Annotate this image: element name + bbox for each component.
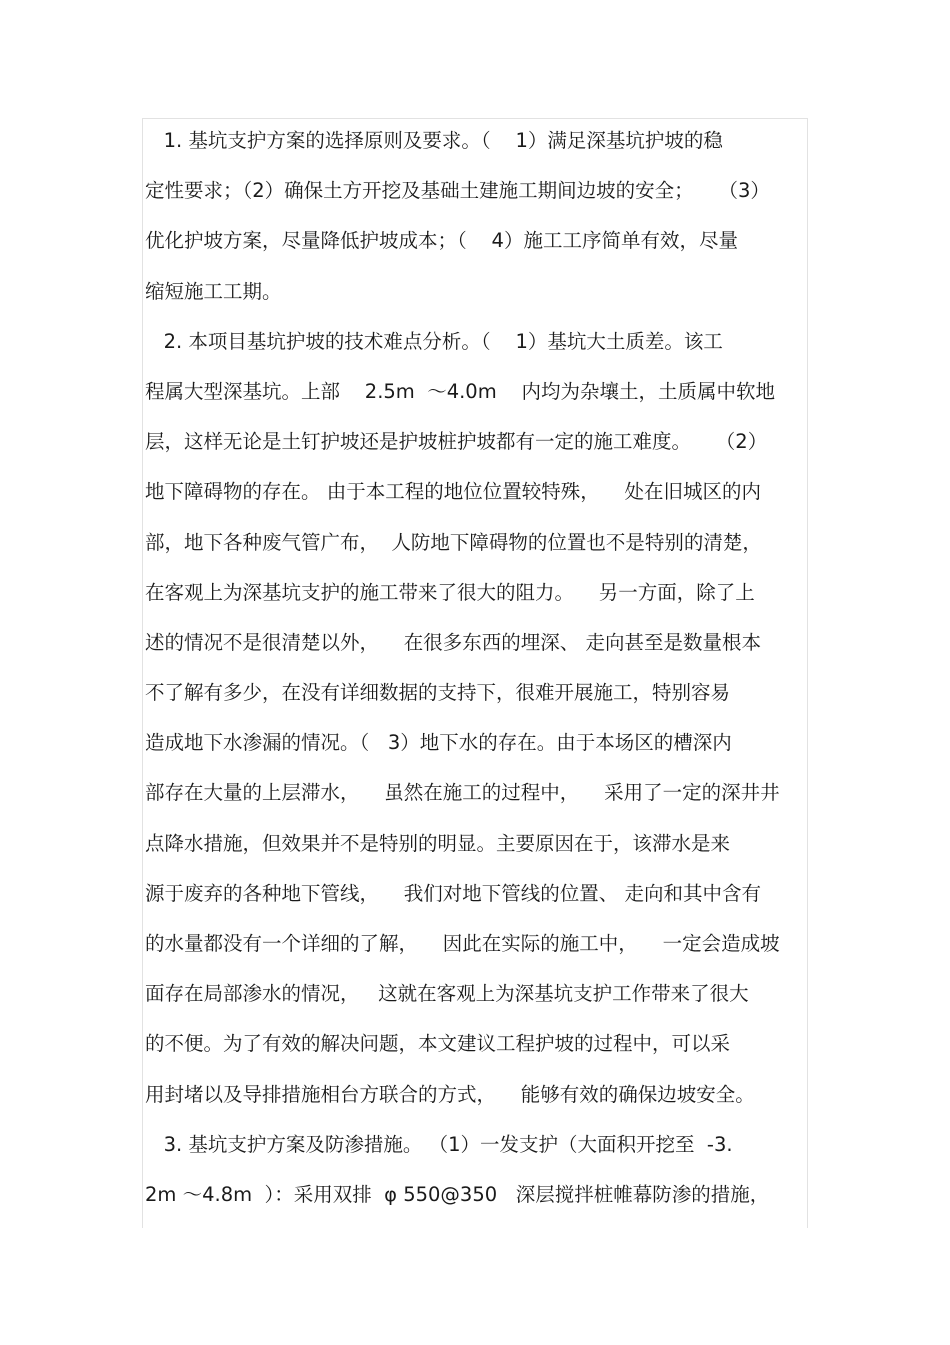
text-line: 不了解有多少，在没有详细数据的支持下，很难开展施工，特别容易 — [145, 681, 731, 705]
document-body — [145, 116, 845, 1220]
text-line: 述的情况不是很清楚以外， 在很多东西的埋深、 走向甚至是数量根本 — [145, 630, 761, 654]
text-line: 部存在大量的上层滞水， 虽然在施工的过程中， 采用了一定的深井井 — [145, 781, 780, 805]
text-line: 部，地下各种废气管广布， 人防地下障碍物的位置也不是特别的清楚， — [145, 530, 762, 554]
text-line: 2. 本项目基坑护坡的技术难点分析。（ 1）基坑大土质差。该工 — [145, 329, 723, 353]
text-line: 缩短施工工期。 — [145, 279, 282, 303]
text-line: 定性要求；（2）确保土方开挖及基础土建施工期间边坡的安全； （3） — [145, 179, 770, 203]
text-line: 2m ～4.8m ）：采用双排 φ 550@350 深层搅拌桩帷幕防渗的措施， — [145, 1182, 770, 1206]
text-line: 程属大型深基坑。上部 2.5m ～4.0m 内均为杂壤土，土质属中软地 — [145, 379, 775, 403]
text-line: 地下障碍物的存在。 由于本工程的地位位置较特殊， 处在旧城区的内 — [145, 480, 761, 504]
text-line: 面存在局部渗水的情况， 这就在客观上为深基坑支护工作带来了很大 — [145, 982, 749, 1006]
text-line: 源于废弃的各种地下管线， 我们对地下管线的位置、 走向和其中含有 — [145, 881, 761, 905]
text-line: 造成地下水渗漏的情况。（ 3）地下水的存在。由于本场区的槽深内 — [145, 731, 732, 755]
text-line: 在客观上为深基坑支护的施工带来了很大的阻力。 另一方面，除了上 — [145, 580, 755, 604]
text-line: 3. 基坑支护方案及防渗措施。 （1）一发支护（大面积开挖至 -3. — [145, 1132, 733, 1156]
text-line: 层，这样无论是土钉护坡还是护坡桩护坡都有一定的施工难度。 （2） — [145, 430, 768, 454]
text-line: 点降水措施，但效果并不是特别的明显。主要原因在于，该滞水是来 — [145, 831, 731, 855]
text-line: 用封堵以及导排措施相台方联合的方式， 能够有效的确保边坡安全。 — [145, 1082, 755, 1106]
text-line: 的不便。为了有效的解决问题，本文建议工程护坡的过程中，可以采 — [145, 1032, 731, 1056]
text-line: 的水量都没有一个详细的了解， 因此在实际的施工中， 一定会造成坡 — [145, 932, 780, 955]
text-line: 1. 基坑支护方案的选择原则及要求。（ 1）满足深基坑护坡的稳 — [145, 129, 723, 152]
text-line: 优化护坡方案，尽量降低护坡成本；（ 4）施工工序简单有效，尽量 — [145, 229, 738, 253]
